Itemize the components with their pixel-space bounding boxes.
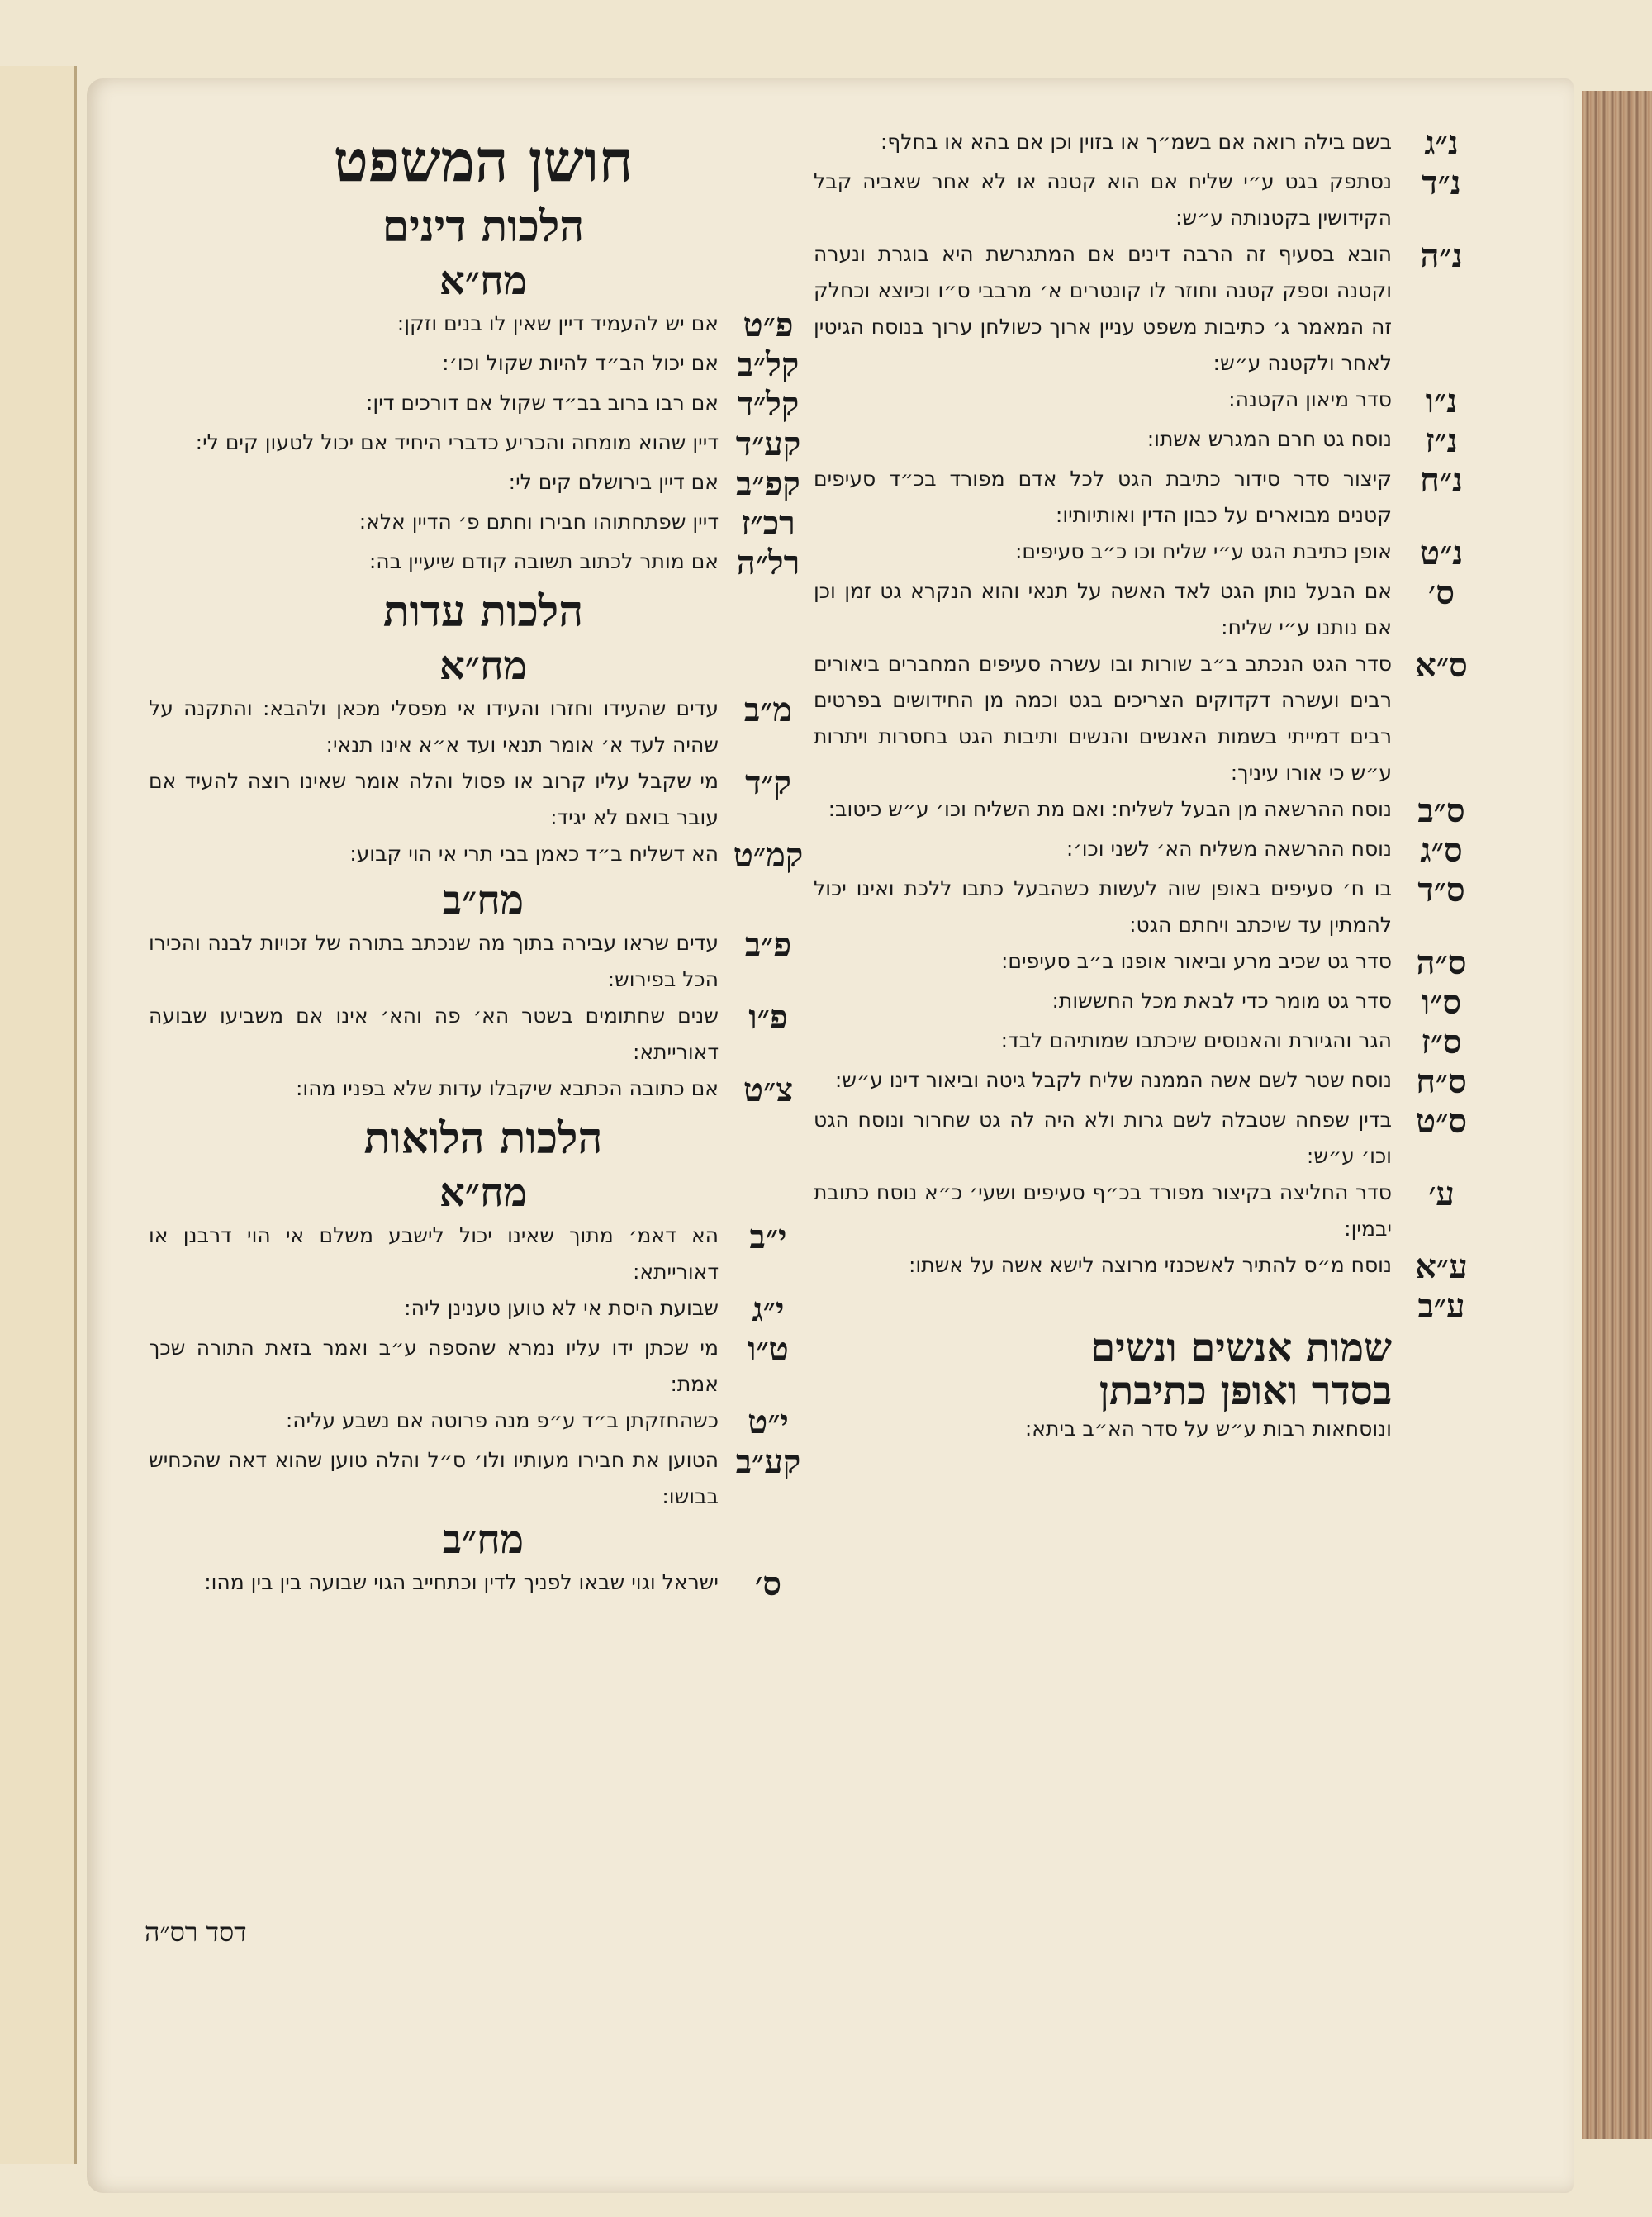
entry-text: הטוען את חבירו מעותיו ולו׳ ס״ל והלה טוען שהוא דאה שהכחיש בבושו: xyxy=(149,1448,719,1508)
entry-number: ס״ז xyxy=(1421,1023,1462,1061)
entry-row xyxy=(149,1218,818,1290)
entry-text: כשהחזקתן ב״ד ע״פ מנה פרוטה אם נשבע עליה: xyxy=(285,1408,719,1432)
entry-row xyxy=(814,1102,1491,1175)
entry-number: י״ט xyxy=(748,1403,789,1441)
entry-text: שבועת היסת אי לא טוען טענינן ליה: xyxy=(404,1296,719,1320)
entry-text: שנים שחתומים בשטר הא׳ פה והא׳ אינו אם משביעו שבועה דאורייתא: xyxy=(149,1004,719,1064)
entry-text: בדין שפחה שטבלה לשם גרות ולא היה לה גט שחרור ונוסח הגט וכו׳ ע״ש: xyxy=(814,1108,1392,1168)
entry-row xyxy=(149,385,818,425)
entry-number: ס׳ xyxy=(755,1564,781,1603)
entry-number: צ״ט xyxy=(743,1071,794,1109)
end-heading-block xyxy=(814,1327,1392,1446)
entry-number: פ״ב xyxy=(744,925,792,964)
entry-number: ס׳ xyxy=(1428,573,1455,612)
entry-number: ס״ח xyxy=(1416,1062,1467,1101)
entry-text: דיין שפתחתוהו חבירו וחתם פ׳ הדיין אלא: xyxy=(358,510,719,534)
facing-page-edge xyxy=(0,66,77,2164)
entry-row xyxy=(149,925,818,998)
entry-row xyxy=(149,1330,818,1403)
entry-row xyxy=(814,124,1491,164)
entry-text: נוסח מ״ס להתיר לאשכנזי מרוצה לישא אשה על אשתו: xyxy=(908,1253,1392,1277)
entry-number: ס״ב xyxy=(1417,791,1465,830)
entry-text: הא דאמ׳ מתוך שאינו יכול לישבע משלם אי הוי דרבנן או דאורייתא: xyxy=(149,1223,719,1284)
entry-number: ס״ו xyxy=(1421,983,1462,1022)
entry-row xyxy=(814,573,1491,646)
entry-text: דיין שהוא מומחה והכריע כדברי היחיד אם יכול לטעון קים לי: xyxy=(195,430,719,454)
entry-row xyxy=(149,691,818,763)
entry-number: י״ב xyxy=(749,1218,787,1256)
entry-text: קיצור סדר סידור כתיבת הגט לכל אדם מפורד בכ״ד סעיפים קטנים מבוארים על כבון הדין ואותיותיו: xyxy=(814,467,1392,527)
entry-number: קפ״ב xyxy=(736,464,800,503)
section-heading-dinim: הלכות דינים xyxy=(382,202,585,252)
page-edges xyxy=(1582,91,1652,2139)
entry-text: אם כתובה הכתבא שיקבלו עדות שלא בפניו מהו: xyxy=(295,1076,719,1100)
entry-text: מי שכתן ידו עליו נמרא שהספה ע״ב ואמר בזאת התורה שכך אמת: xyxy=(149,1336,719,1396)
entry-text: נסתפק בגט ע״י שליח אם הוא קטנה או לא אחר שאביה קבל הקידושין בקטנותה ע״ש: xyxy=(814,169,1392,230)
entry-number: ע״ב xyxy=(1417,1287,1465,1326)
entry-row xyxy=(149,1071,818,1110)
entry-row xyxy=(814,871,1491,943)
entry-row xyxy=(814,1287,1491,1327)
entry-number: נ״ו xyxy=(1425,382,1458,420)
entry-number: נ״ח xyxy=(1420,461,1463,500)
entry-text: הובא בסעיף זה הרבה דינים אם המתגרשת היא בוגרת ונערה וקטנה וספק קטנה וחוזר לו קונטרים א׳ מרבבי ס״ו וכיוצא וכחלק זה המאמר ג׳ כתיבות משפט עניין ארוך כשולחן ערוך בנוסח הגיטין לאחר ולקטנה ע״ש: xyxy=(814,242,1392,375)
entry-row-final xyxy=(814,1327,1491,1446)
entry-number: י״ג xyxy=(752,1290,785,1329)
subheading: מח״א xyxy=(439,258,527,304)
entry-text: סדר מיאון הקטנה: xyxy=(1228,387,1392,411)
entry-text: סדר הגט הנכתב ב״ב שורות ובו עשרה סעיפים המחברים ביאורים רבים ועשרה דקדוקים הצריכים בגט וכמה מן החידושים בפרטים רבים דמייתי בשמות האנשים והנשים ותיבות הגט בחסרות ויתרות ע״ש כי אורו עיניך: xyxy=(814,652,1392,785)
entry-row xyxy=(814,1247,1491,1287)
entry-text: אם יכול הב״ד להיות שקול וכו׳: xyxy=(442,351,719,375)
entry-number: ס״ד xyxy=(1417,871,1465,909)
entry-number: ע״א xyxy=(1415,1247,1468,1286)
entry-row xyxy=(814,534,1491,573)
entry-number: ס״ה xyxy=(1416,943,1467,982)
entry-row xyxy=(814,1175,1491,1247)
entry-number: ע׳ xyxy=(1428,1175,1455,1213)
entry-text: בשם בילה רואה אם בשמ״ך או בזוין וכן אם בהא או בחלף: xyxy=(880,130,1392,154)
entry-text: הגר והגיורת והאנוסים שיכתבו שמותיהם לבד: xyxy=(1000,1028,1392,1052)
entry-row xyxy=(814,421,1491,461)
entry-row xyxy=(814,831,1491,871)
entry-number: נ״ה xyxy=(1420,236,1463,275)
entry-number: רל״ה xyxy=(736,544,800,582)
entry-row xyxy=(149,345,818,385)
entry-text: בו ח׳ סעיפים באופן שוה לעשות כשהבעל כתבו ללכת ואינו יכול להמתין עד שיכתב ויחתם הגט: xyxy=(814,876,1392,937)
entry-number: נ״ז xyxy=(1425,421,1458,460)
entry-row xyxy=(149,544,818,583)
entry-text: סדר גט מומר כדי לבאת מכל החששות: xyxy=(1051,989,1392,1013)
end-heading-2: בסדר ואופן כתיבתן xyxy=(1099,1368,1392,1414)
left-column xyxy=(149,124,818,1604)
entry-text: אם רבו ברוב בב״ד שקול אם דורכים דין: xyxy=(365,391,719,415)
entry-number: קע״ד xyxy=(735,425,801,463)
end-heading-1: שמות אנשים ונשים xyxy=(1090,1325,1392,1371)
end-subtitle: ונוסחאות רבות ע״ש על סדר הא״ב ביתא: xyxy=(1024,1417,1392,1441)
entry-number: רכ״ז xyxy=(741,504,795,543)
entry-number: קע״ב xyxy=(735,1442,801,1481)
section-heading-edut: הלכות עדות xyxy=(382,586,584,637)
entry-row xyxy=(814,461,1491,534)
entry-text: אם מותר לכתוב תשובה קודם שיעיין בה: xyxy=(368,549,719,573)
entry-row xyxy=(149,504,818,544)
entry-row xyxy=(149,464,818,504)
subheading: מח״א xyxy=(439,1170,527,1216)
entry-row xyxy=(814,983,1491,1023)
entry-number: נ״ט xyxy=(1419,534,1464,572)
entry-number: נ״ד xyxy=(1422,164,1461,202)
entry-row xyxy=(149,1442,818,1515)
entry-text: נוסח ההרשאה משליח הא׳ לשני וכו׳: xyxy=(1066,837,1392,861)
entry-row xyxy=(814,1023,1491,1062)
entry-row xyxy=(814,164,1491,236)
entry-number: ק״ד xyxy=(745,763,791,802)
section-heading-halvaot: הלכות הלואות xyxy=(363,1113,603,1164)
entry-number: פ״ו xyxy=(748,998,788,1037)
entry-row xyxy=(149,1290,818,1330)
entry-text: ישראל וגוי שבאו לפניך לדין וכתחייב הגוי שבועה בין בין מהו: xyxy=(204,1570,719,1594)
book-title: חושן המשפט xyxy=(333,126,634,195)
subheading: מח״א xyxy=(439,643,527,689)
entry-text: אם יש להעמיד דיין שאין לו בנים וזקן: xyxy=(396,311,719,335)
entry-number: ס״ג xyxy=(1420,831,1463,870)
entry-number: ט״ו xyxy=(748,1330,789,1369)
entry-text: אם הבעל נותן הגט לאד האשה על תנאי והוא הנקרא גט זמן וכן אם נותנו ע״י שליח: xyxy=(814,579,1392,639)
right-column xyxy=(814,124,1491,1446)
entry-text: אם דיין בירושלם קים לי: xyxy=(508,470,719,494)
entry-number: קל״ב xyxy=(737,345,800,384)
entry-row xyxy=(149,998,818,1071)
entry-text: סדר החליצה בקיצור מפורד בכ״ף סעיפים ושעי׳ כ״א נוסח כתובת יבמין: xyxy=(814,1180,1392,1241)
entry-row xyxy=(149,836,818,876)
entry-row xyxy=(149,306,818,345)
entry-text: הא דשליח ב״ד כאמן בבי תרי אי הוי קבוע: xyxy=(349,842,719,866)
entry-number: נ״ג xyxy=(1424,124,1459,163)
entry-text: עדים שראו עבירה בתוך מה שנכתב בתורה של זכויות לבנה והכירו הכל בפירוש: xyxy=(149,931,719,991)
entry-text: נוסח ההרשאה מן הבעל לשליח: ואם מת השליח וכו׳ ע״ש כיטוב: xyxy=(828,797,1392,821)
entry-number: קל״ד xyxy=(737,385,800,424)
entry-number: מ״ב xyxy=(743,691,793,729)
entry-number: פ״ט xyxy=(743,306,794,344)
entry-text: נוסח שטר לשם אשה הממנה שליח לקבל גיטה וביאור דינו ע״ש: xyxy=(834,1068,1392,1092)
subheading: מח״ב xyxy=(442,877,525,923)
entry-row xyxy=(149,1564,818,1604)
entry-row xyxy=(814,791,1491,831)
entry-row xyxy=(814,382,1491,421)
entry-text: סדר גט שכיב מרע וביאור אופנו ב״ב סעיפים: xyxy=(1001,949,1392,973)
entry-text: עדים שהעידו וחזרו והעידו אי מפסלי מכאן ולהבא: והתקנה על שהיה לעד א׳ אומר תנאי ועד א״א אינו תנאי: xyxy=(149,696,719,757)
entry-row xyxy=(149,1403,818,1442)
entry-number: ס״ט xyxy=(1415,1102,1468,1141)
entry-row xyxy=(149,425,818,464)
entry-row xyxy=(149,763,818,836)
entry-row xyxy=(814,236,1491,382)
entry-row xyxy=(814,646,1491,791)
entry-text: אופן כתיבת הגט ע״י שליח וכו כ״ב סעיפים: xyxy=(1014,539,1392,563)
entry-text: מי שקבל עליו קרוב או פסול והלה אומר שאינו רוצה להעיד אם עובר בואם לא יגיד: xyxy=(149,769,719,829)
entry-row xyxy=(814,1062,1491,1102)
entry-number: קמ״ט xyxy=(733,836,804,875)
entry-row xyxy=(814,943,1491,983)
entry-number: ס״א xyxy=(1415,646,1468,685)
page-footer-catchword: דסד רס״ה xyxy=(145,1916,247,1948)
subheading: מח״ב xyxy=(442,1517,525,1563)
entry-text: נוסח גט חרם המגרש אשתו: xyxy=(1146,427,1392,451)
